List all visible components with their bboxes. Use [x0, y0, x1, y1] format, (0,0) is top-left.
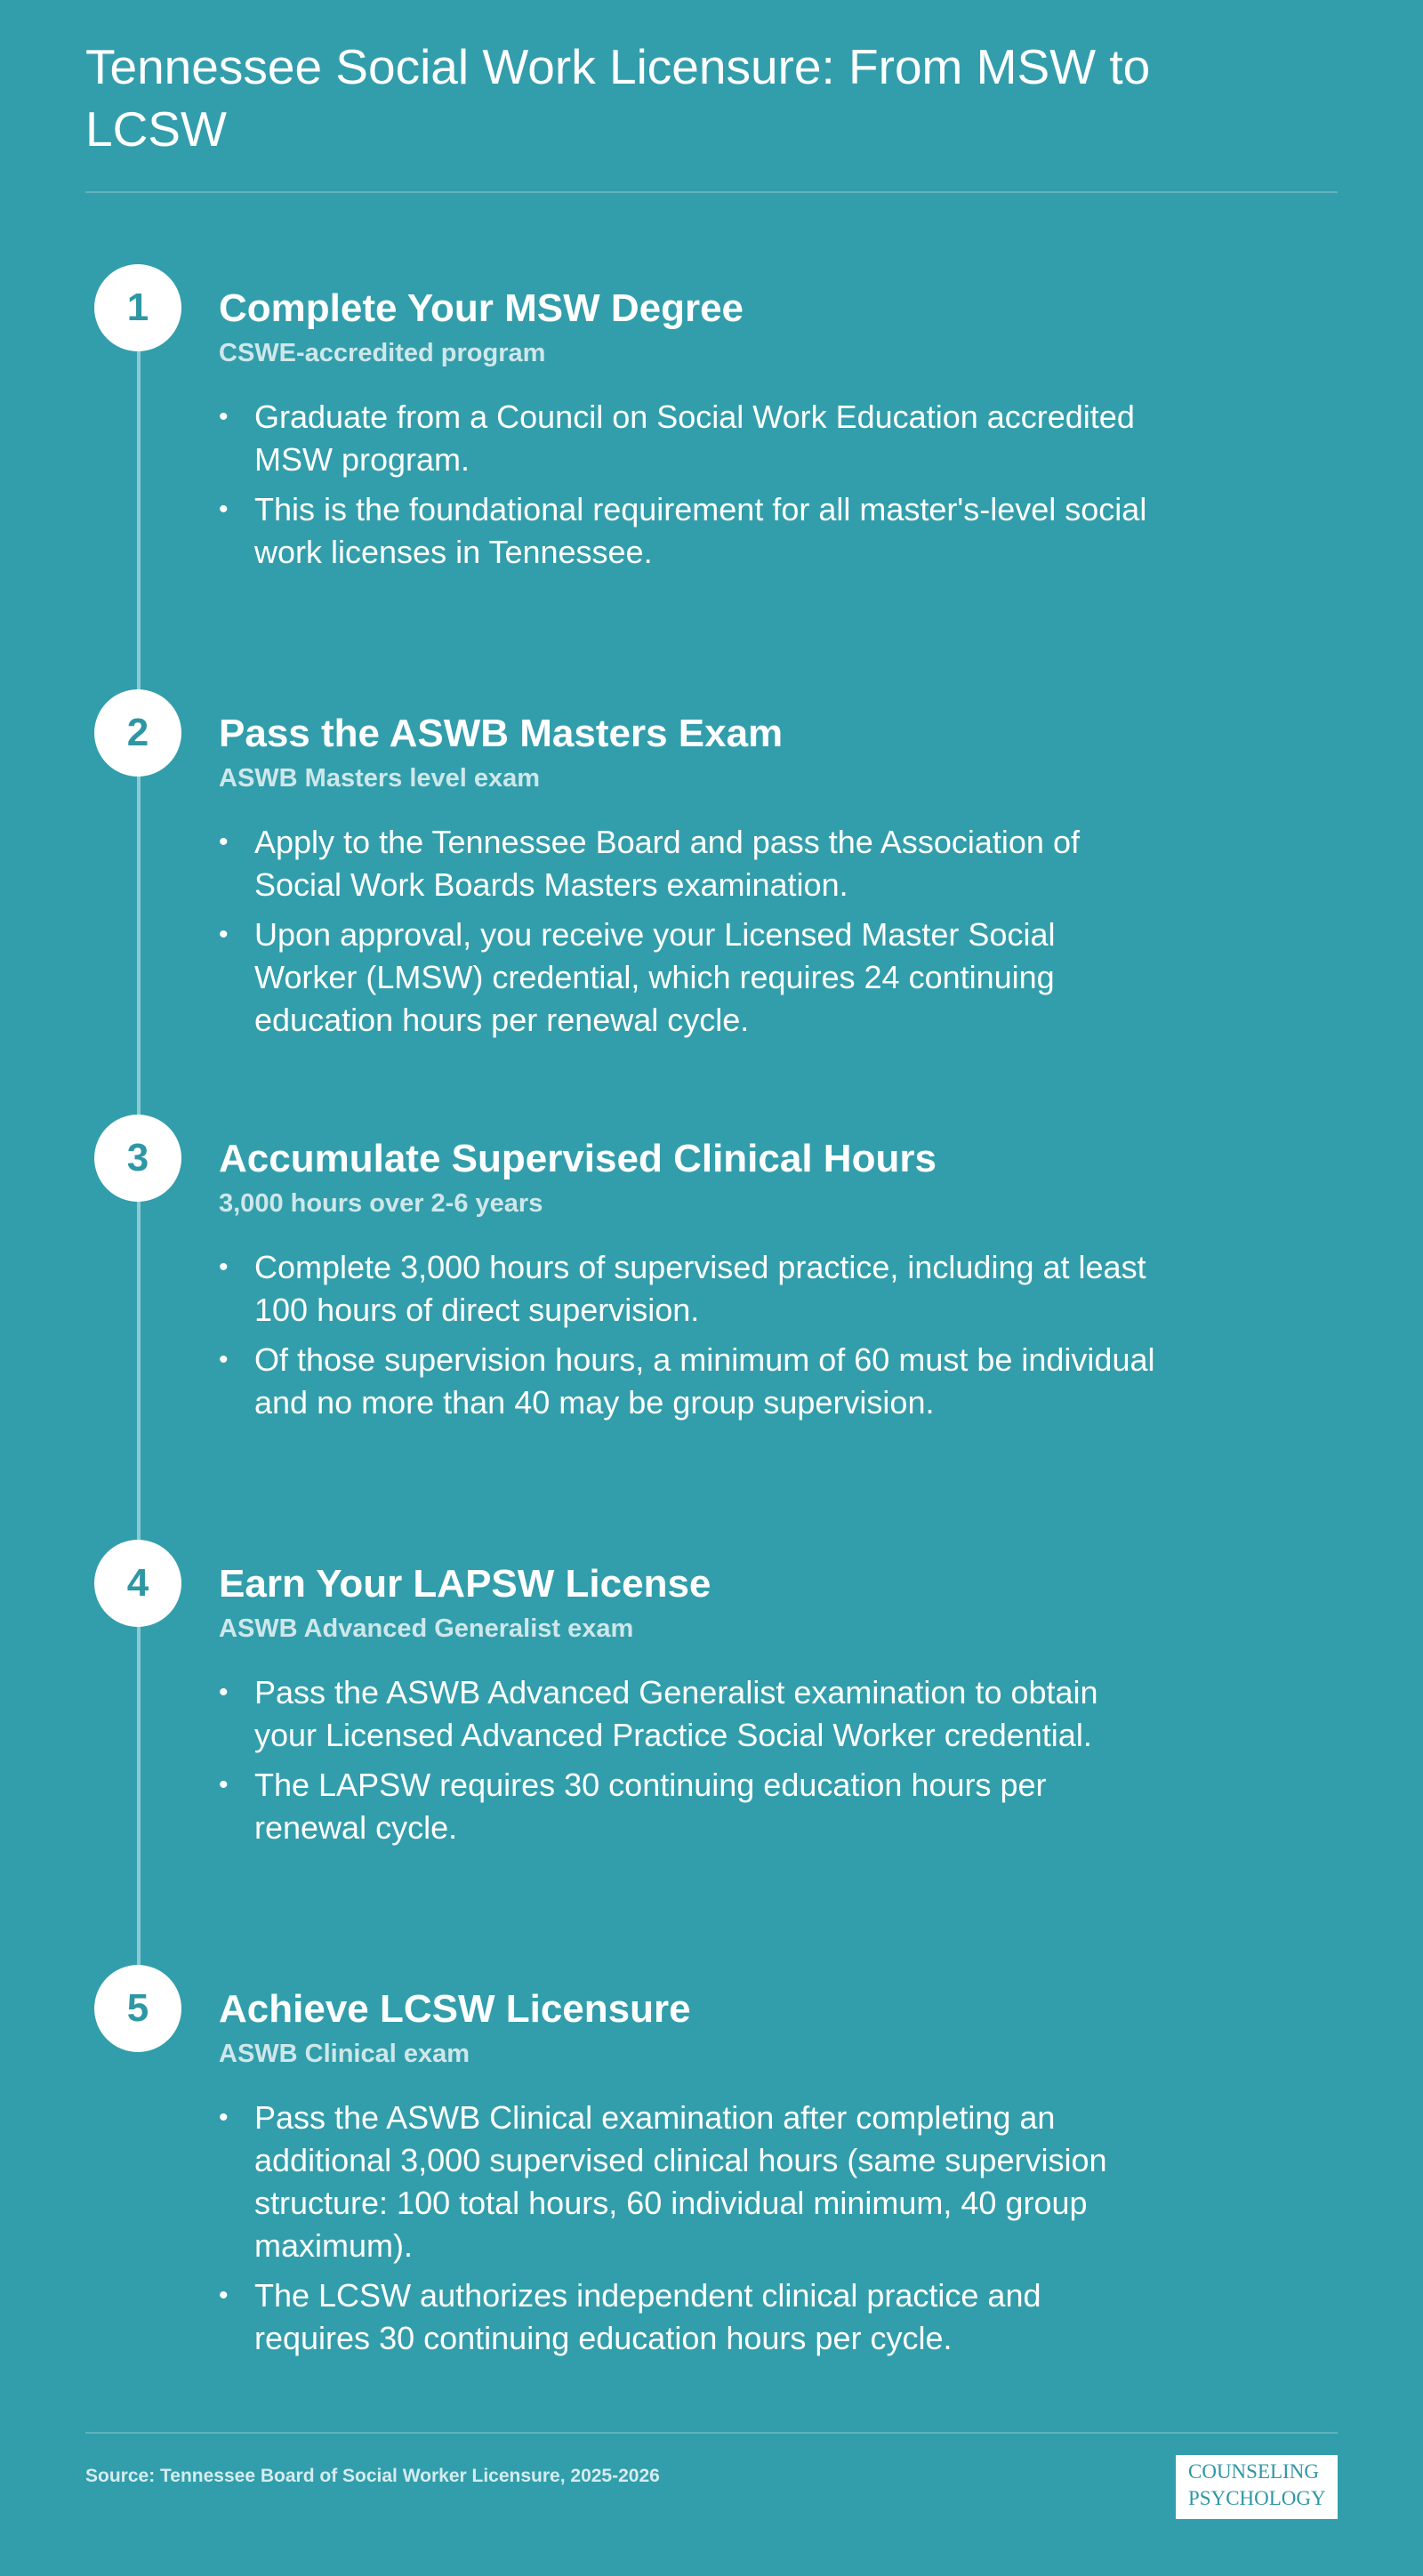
step-title: Pass the ASWB Masters Exam [219, 712, 784, 755]
step-number-badge: 1 [94, 264, 181, 351]
footer-divider [85, 2432, 1338, 2434]
step-content [219, 1986, 1162, 2367]
step-number-badge: 4 [94, 1540, 181, 1627]
logo-text-line2: PSYCHOLOGY [1188, 2487, 1326, 2509]
bullet-item: • The LAPSW requires 30 continuing education hours per renewal cycle. [219, 1764, 1162, 1849]
step-title: Earn Your LAPSW License [219, 1562, 712, 1606]
step-subtitle: ASWB Clinical exam [219, 2040, 470, 2068]
step-subtitle: ASWB Advanced Generalist exam [219, 1614, 634, 1643]
bullet-item: • Graduate from a Council on Social Work Education accredited MSW program. [219, 396, 1162, 481]
step-subtitle: ASWB Masters level exam [219, 764, 541, 793]
step-subtitle: CSWE-accredited program [219, 339, 546, 367]
step-title: Accumulate Supervised Clinical Hours [219, 1137, 937, 1180]
bullet-item: • Apply to the Tennessee Board and pass the Association of Social Work Boards Masters examination. [219, 821, 1162, 906]
logo-text-line1: COUNSELING [1188, 2460, 1319, 2483]
source-note: Source: Tennessee Board of Social Worker Licensure, 2025-2026 [85, 2466, 660, 2486]
step-title: Complete Your MSW Degree [219, 286, 744, 330]
step-bullets [219, 396, 1162, 574]
step-title: Achieve LCSW Licensure [219, 1987, 691, 2031]
counseling-psychology-logo[interactable] [1176, 2455, 1338, 2519]
step-bullets [219, 1671, 1162, 1849]
step-bullets [219, 2097, 1162, 2360]
page-title: Tennessee Social Work Licensure: From MSW to LCSW [85, 39, 1151, 157]
step-number-badge: 3 [94, 1115, 181, 1202]
step-bullets [219, 821, 1162, 1042]
infographic [85, 0, 1338, 2576]
header-divider [85, 191, 1338, 193]
step-number-badge: 2 [94, 689, 181, 777]
step-content [219, 711, 1162, 1049]
bullet-item: • Upon approval, you receive your Licensed Master Social Worker (LMSW) credential, which requires 24 continuing education hours per renewal cycle. [219, 914, 1162, 1042]
bullet-item: • Pass the ASWB Advanced Generalist examination to obtain your Licensed Advanced Practice Social Worker credential. [219, 1671, 1162, 1757]
step-subtitle: 3,000 hours over 2-6 years [219, 1189, 543, 1218]
step-content [219, 286, 1162, 581]
bullet-item: • This is the foundational requirement for all master's-level social work licenses in Tennessee. [219, 488, 1162, 574]
bullet-item: • Of those supervision hours, a minimum of 60 must be individual and no more than 40 may be group supervision. [219, 1339, 1162, 1424]
bullet-item: • Pass the ASWB Clinical examination after completing an additional 3,000 supervised clinical hours (same supervision structure: 100 total hours, 60 individual minimum, 40 group maximum). [219, 2097, 1162, 2267]
bullet-item: • The LCSW authorizes independent clinical practice and requires 30 continuing education hours per cycle. [219, 2274, 1162, 2360]
step-content [219, 1136, 1162, 1431]
step-content [219, 1561, 1162, 1856]
bullet-item: • Complete 3,000 hours of supervised practice, including at least 100 hours of direct supervision. [219, 1246, 1162, 1332]
step-number-badge: 5 [94, 1965, 181, 2052]
step-bullets [219, 1246, 1162, 1424]
